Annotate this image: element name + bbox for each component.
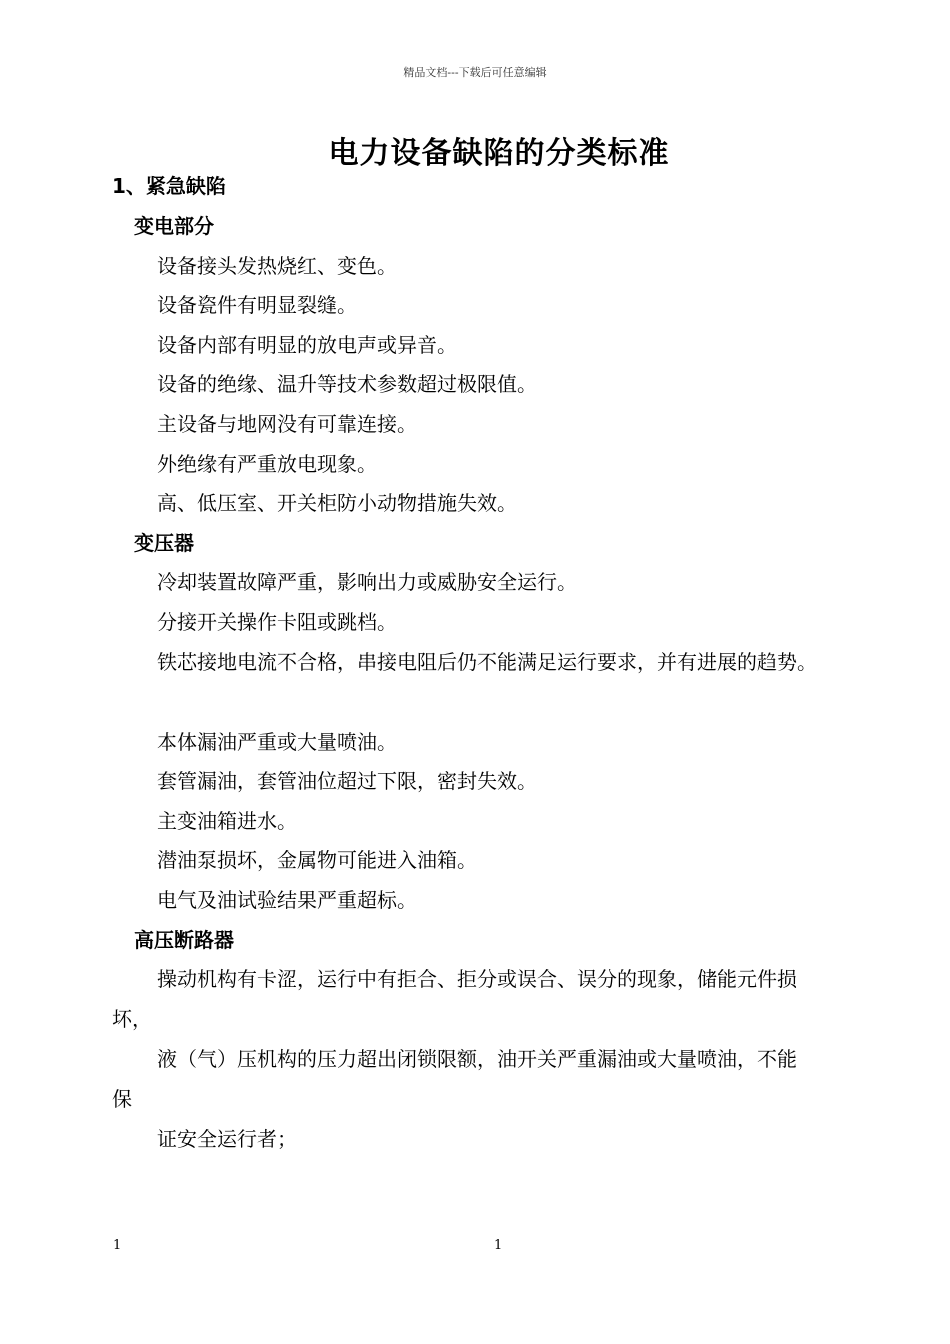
subsection-heading-substation: 变电部分: [134, 214, 214, 238]
list-item: 设备内部有明显的放电声或异音。: [157, 333, 457, 357]
list-item: 潜油泵损坏，金属物可能进入油箱。: [157, 848, 477, 872]
list-item: 冷却装置故障严重，影响出力或威胁安全运行。: [157, 570, 577, 594]
subsection-heading-breaker: 高压断路器: [134, 928, 234, 952]
list-item: 电气及油试验结果严重超标。: [157, 888, 417, 912]
subsection-heading-transformer: 变压器: [134, 531, 194, 555]
document-title: 电力设备缺陷的分类标准: [328, 136, 670, 171]
list-item: 设备瓷件有明显裂缝。: [157, 293, 357, 317]
list-item: 设备的绝缘、温升等技术参数超过极限值。: [157, 372, 537, 396]
list-item: 操动机构有卡涩，运行中有拒合、拒分或误合、误分的现象，储能元件损: [157, 967, 797, 991]
list-item: 铁芯接地电流不合格，串接电阻后仍不能满足运行要求，并有进展的趋势。: [157, 650, 817, 674]
list-item: 外绝缘有严重放电现象。: [157, 452, 377, 476]
page-number-left: 1: [113, 1238, 122, 1253]
list-item: 主变油箱进水。: [157, 809, 297, 833]
page-number-center: 1: [494, 1238, 503, 1253]
list-item: 液（气）压机构的压力超出闭锁限额，油开关严重漏油或大量喷油，不能: [157, 1047, 797, 1071]
list-item: 设备接头发热烧红、变色。: [157, 254, 397, 278]
list-item: 主设备与地网没有可靠连接。: [157, 412, 417, 436]
list-item: 证安全运行者；: [157, 1127, 297, 1151]
list-item-continuation: 保: [112, 1087, 132, 1111]
list-item: 分接开关操作卡阻或跳档。: [157, 610, 397, 634]
header-note: 精品文档---下载后可任意编辑: [403, 66, 547, 79]
list-item: 高、低压室、开关柜防小动物措施失效。: [157, 491, 517, 515]
list-item: 本体漏油严重或大量喷油。: [157, 730, 397, 754]
list-item: 套管漏油，套管油位超过下限，密封失效。: [157, 769, 537, 793]
list-item-continuation: 坏，: [112, 1007, 152, 1031]
section-heading-urgent-defects: 1、紧急缺陷: [112, 174, 226, 198]
